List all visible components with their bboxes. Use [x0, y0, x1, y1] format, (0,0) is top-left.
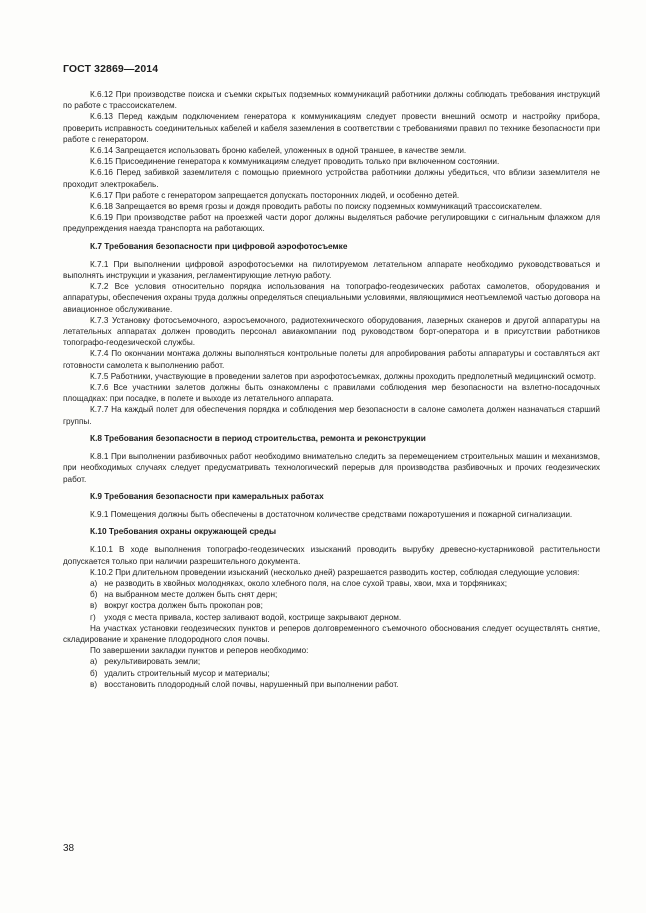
- list-item-label: а): [90, 578, 98, 588]
- list-item-text: вокруг костра должен быть прокопан ров;: [104, 601, 263, 611]
- section-heading-k8: К.8 Требования безопасности в период строительства, ремонта и реконструкции: [90, 432, 426, 443]
- list-item: [63, 668, 600, 679]
- paragraph-soil-layer: На участках установки геодезических пунктов и реперов долговременного съемочного обоснования следует осуществлять снятие, складирование и хранение плодородного слоя почвы.: [63, 623, 600, 644]
- page-number: 38: [63, 843, 75, 854]
- paragraph-k9-1: К.9.1 Помещения должны быть обеспечены в достаточном количестве средствами пожаротушения и пожарной сигнализации.: [90, 509, 573, 519]
- paragraph-k7-2: К.7.2 Все условия относительно порядка использования на топографо-геодезических работах самолетов, оборудования и аппаратуры, обеспечения охраны труда должны определяться специальными условиями, являющимися неотъемлемой частью договора на авиационное обслуживание.: [63, 282, 600, 314]
- standard-header: ГОСТ 32869—2014: [63, 63, 159, 75]
- list-item: [63, 589, 600, 600]
- section-heading-k10: К.10 Требования охраны окружающей среды: [90, 526, 277, 537]
- section-k7: [63, 241, 600, 427]
- list-item: [63, 612, 600, 623]
- paragraph-k7-3: К.7.3 Установку фотосъемочного, аэросъемочного, радиотехнического оборудования, лазерных сканеров и другой аппаратуры на летательных аппаратах должен проводить персонал авиакомпании под руководством борт-оператора и в присутствии работников топографо-геодезической службы.: [63, 315, 600, 348]
- paragraph-k7-4: К.7.4 По окончании монтажа должны выполняться контрольные полеты для апробирования работы аппаратуры и составляться акт готовности самолета к выполнению работ.: [63, 349, 600, 370]
- section-k9: [63, 491, 600, 520]
- paragraph-k7-5: К.7.5 Работники, участвующие в проведении залетов при аэрофотосъемках, должны проходить предполетный медицинский осмотр.: [90, 371, 596, 381]
- completion-steps-list: [63, 656, 600, 690]
- list-item-text: на выбранном месте должен быть снят дерн;: [104, 590, 278, 600]
- list-item-text: уходя с места привала, костер заливают водой, кострище закрывают дерном.: [104, 612, 402, 622]
- paragraph-k6-19: К.6.19 При производстве работ на проезжей части дорог должны выделяться рабочие регулировщики с сигнальным флажком для предупреждения наезда транспорта на работающих.: [63, 213, 600, 234]
- list-item-label: б): [90, 668, 98, 678]
- list-item-label: в): [90, 601, 98, 611]
- paragraph-k10-1: К.10.1 В ходе выполнения топографо-геодезических изысканий проводить вырубку древесно-кустарниковой растительности допускается только при наличии разрешительного документа.: [63, 545, 600, 566]
- paragraph-k7-1: К.7.1 При выполнении цифровой аэрофотосъемки на пилотируемом летательном аппарате необходимо руководствоваться и выполнять инструкции и указания, регламентирующие летную работу.: [63, 259, 600, 281]
- section-k6-tail: [63, 89, 600, 235]
- list-item: [63, 578, 600, 589]
- paragraph-k7-6: К.7.6 Все участники залетов должны быть ознакомлены с правилами соблюдения мер безопасности на взлетно-посадочных площадках: при посадке, в полете и выходе из летательного аппарата.: [63, 383, 600, 404]
- list-item-text: удалить строительный мусор и материалы;: [104, 668, 270, 678]
- paragraph-k8-1: К.8.1 При выполнении разбивочных работ необходимо внимательно следить за перемещением строительных машин и механизмов, при необходимых случаях следует предусматривать технологический перерыв для производства разбивочных и прочих геодезических работ.: [63, 452, 600, 484]
- paragraph-k6-16: К.6.16 Перед забивкой заземлителя с помощью приемного устройства работники должны убедиться, что вблизи заземлителя не проходит электрокабель.: [63, 168, 600, 189]
- paragraph-k10-2: К.10.2 При длительном проведении изысканий (несколько дней) разрешается разводить костер, соблюдая следующие условия:: [90, 567, 580, 577]
- paragraph-after-completion: По завершении закладки пунктов и реперов необходимо:: [90, 646, 309, 656]
- list-item: [63, 679, 600, 690]
- paragraph-k6-14: К.6.14 Запрещается использовать броню кабелей, уложенных в одной траншее, в качестве земли.: [90, 146, 467, 156]
- list-item-label: г): [90, 612, 96, 622]
- section-k10: [63, 526, 600, 690]
- section-k8: [63, 433, 600, 485]
- paragraph-k6-17: К.6.17 При работе с генератором запрещается допускать посторонних людей, и особенно детей.: [90, 190, 460, 200]
- list-item-label: в): [90, 679, 98, 689]
- paragraph-k6-18: К.6.18 Запрещается во время грозы и дождя проводить работы по поиску подземных коммуникаций трассоискателем.: [90, 202, 543, 212]
- list-item-label: б): [90, 590, 98, 600]
- list-item-text: рекультивировать земли;: [104, 657, 201, 667]
- list-item-text: восстановить плодородный слой почвы, нарушенный при выполнении работ.: [104, 679, 399, 689]
- section-heading-k9: К.9 Требования безопасности при камеральных работах: [90, 490, 324, 501]
- section-heading-k7: К.7 Требования безопасности при цифровой аэрофотосъемке: [90, 240, 348, 251]
- document-body: [63, 89, 600, 690]
- campfire-conditions-list: [63, 578, 600, 623]
- paragraph-k6-15: К.6.15 Присоединение генератора к коммуникациям следует проводить только при включенном состоянии.: [90, 157, 500, 167]
- paragraph-k6-13: К.6.13 Перед каждым подключением генератора к коммуникациям следует провести внешний осмотр и настройку прибора, проверить исправность соединительных кабелей и кабеля заземления в соответствии с требованиями правил по технике безопасности при работе с генератором.: [63, 112, 600, 144]
- list-item-label: а): [90, 657, 98, 667]
- list-item: [63, 656, 600, 667]
- list-item-text: не разводить в хвойных молодняках, около хлебного поля, на слое сухой травы, хвои, мха и торфяниках;: [104, 578, 507, 588]
- paragraph-k6-12: К.6.12 При производстве поиска и съемки скрытых подземных коммуникаций работники должны соблюдать требования инструкций по работе с трассоискателем.: [63, 90, 600, 111]
- paragraph-k7-7: К.7.7 На каждый полет для обеспечения порядка и соблюдения мер безопасности в салоне самолета должен назначаться старший группы.: [63, 405, 600, 426]
- list-item: [63, 600, 600, 611]
